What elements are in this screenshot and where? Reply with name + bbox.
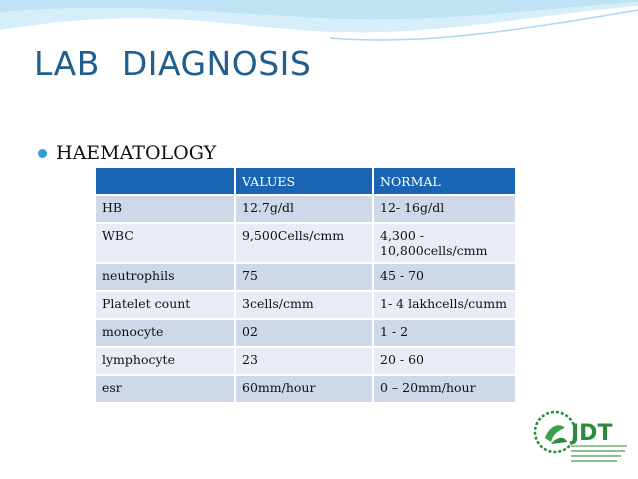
test-name-cell: HB xyxy=(96,196,234,222)
value-cell: 60mm/hour xyxy=(236,376,372,402)
test-name-cell: neutrophils xyxy=(96,264,234,290)
value-cell: 75 xyxy=(236,264,372,290)
test-name-cell: WBC xyxy=(96,224,234,262)
normal-range-cell: 0 – 20mm/hour xyxy=(374,376,515,402)
svg-text:JDT: JDT xyxy=(571,421,613,446)
value-cell: 9,500Cells/cmm xyxy=(236,224,372,262)
header-cell: VALUES xyxy=(236,168,372,194)
value-cell: 02 xyxy=(236,320,372,346)
table-row xyxy=(96,376,515,402)
table-row xyxy=(96,196,515,222)
value-cell: 23 xyxy=(236,348,372,374)
table-header-row xyxy=(96,168,515,194)
test-name-cell: Platelet count xyxy=(96,292,234,318)
normal-range-cell: 45 - 70 xyxy=(374,264,515,290)
table-row xyxy=(96,348,515,374)
normal-range-cell: 12- 16g/dl xyxy=(374,196,515,222)
header-cell: NORMAL xyxy=(374,168,515,194)
table-row xyxy=(96,292,515,318)
bullet-icon xyxy=(38,149,47,158)
test-name-cell: lymphocyte xyxy=(96,348,234,374)
test-name-cell: monocyte xyxy=(96,320,234,346)
jdt-logo xyxy=(531,402,631,470)
value-cell: 12.7g/dl xyxy=(236,196,372,222)
table-row xyxy=(96,224,515,262)
bullet-label: HAEMATOLOGY xyxy=(56,142,217,164)
normal-range-cell: 20 - 60 xyxy=(374,348,515,374)
normal-range-cell: 1 - 2 xyxy=(374,320,515,346)
slide-title: LAB DIAGNOSIS xyxy=(34,44,312,83)
value-cell: 3cells/cmm xyxy=(236,292,372,318)
normal-range-cell: 1- 4 lakhcells/cumm xyxy=(374,292,515,318)
test-name-cell: esr xyxy=(96,376,234,402)
normal-range-cell: 4,300 - 10,800cells/cmm xyxy=(374,224,515,262)
bullet-item xyxy=(38,142,216,164)
header-cell xyxy=(96,168,234,194)
table-row xyxy=(96,264,515,290)
lab-values-table xyxy=(94,166,517,404)
table-row xyxy=(96,320,515,346)
